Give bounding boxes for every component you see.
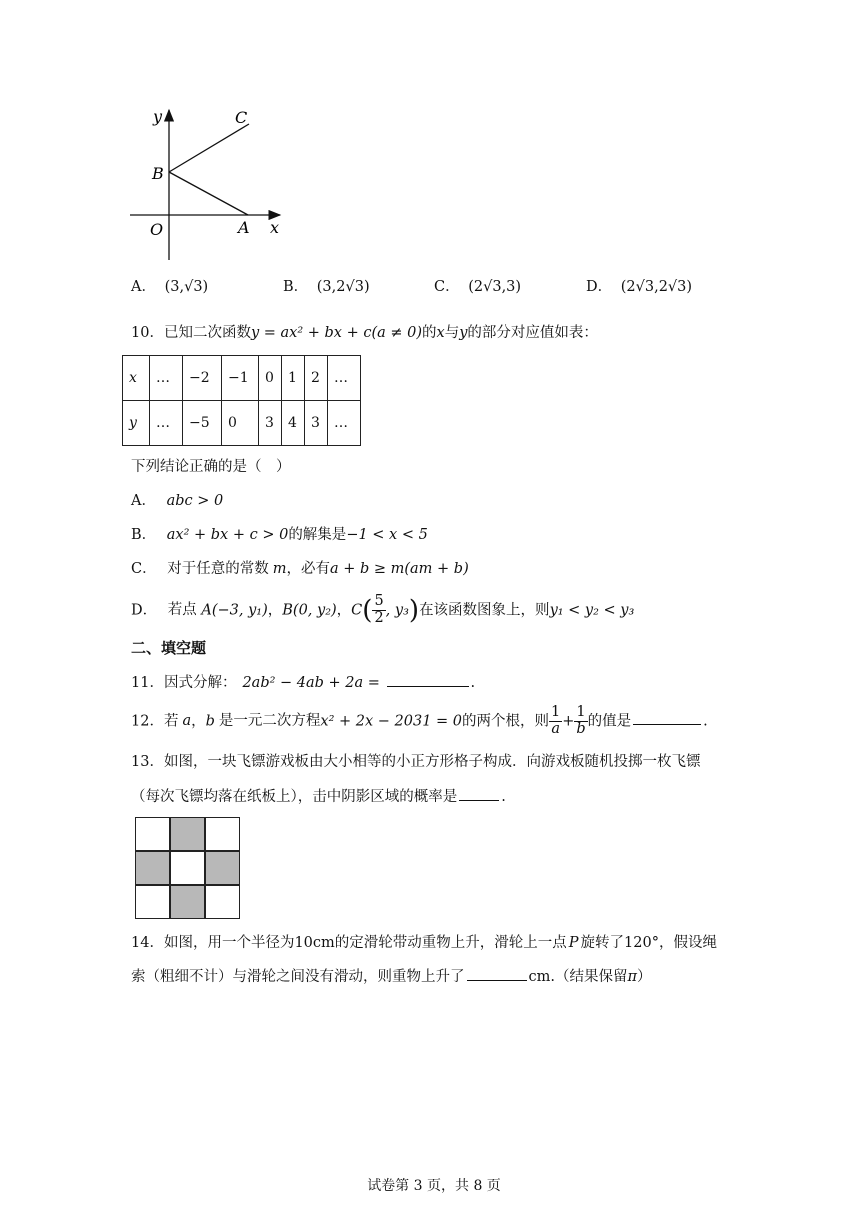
q10-option-d-letter: D．	[131, 602, 158, 619]
q13-line-2	[131, 790, 506, 805]
q14-line-1-mid: 的定滑轮带动重物上升，滑轮上一点	[334, 935, 567, 951]
q13-line-1: 13．如图，一块飞镖游戏板由大小相等的小正方形格子构成．向游戏板随机投掷一枚飞镖	[131, 754, 701, 770]
q12-var-b: b	[205, 713, 215, 730]
point-b-label: B	[152, 164, 164, 183]
q9-option-d-letter: D．	[586, 279, 613, 295]
grid-cell	[205, 817, 240, 851]
q10-option-a[interactable]	[131, 494, 223, 509]
q10-option-b-formula: ax² + bx + c > 0	[166, 527, 289, 543]
q10-suffix-3: 的部分对应值如表：	[467, 325, 598, 341]
fraction-numerator: 1	[551, 704, 561, 720]
q13-end: .	[501, 789, 506, 805]
q14-line-1-pre: 14．如图，用一个半径为	[131, 935, 295, 951]
q14-angle: 120°	[624, 935, 659, 951]
section-title: 二、填空题	[131, 639, 207, 657]
q12-end-text: 的值是	[587, 713, 632, 730]
q14-line-2	[131, 970, 652, 985]
point-a-label: A	[238, 218, 250, 237]
table-cell: …	[328, 401, 361, 446]
table-cell: 4	[282, 401, 305, 446]
q10-prefix: 10．已知二次函数	[131, 325, 251, 341]
grid-cell-shaded	[205, 851, 240, 885]
q14-line-2-pre: 索（粗细不计）与滑轮之间没有滑动，则重物上升了	[131, 969, 465, 985]
q12-var-a: a	[182, 713, 192, 730]
table-cell: 0	[259, 356, 282, 401]
q10-suffix-1: 的	[422, 325, 437, 341]
fraction-denominator: a	[551, 720, 560, 737]
grid-cell	[170, 851, 205, 885]
q10-stem	[131, 326, 598, 341]
q14-line-1	[131, 936, 717, 951]
grid-cell-shaded	[170, 817, 205, 851]
table-cell: x	[123, 356, 150, 401]
q10-option-b[interactable]	[131, 528, 428, 543]
q9-option-b[interactable]	[283, 280, 370, 295]
table-cell: 3	[305, 401, 328, 446]
table-row-x	[123, 356, 361, 401]
table-cell: 2	[305, 356, 328, 401]
q10-option-a-letter: A．	[131, 493, 156, 509]
q12-prefix: 12．若	[131, 713, 179, 730]
q12-formula: x² + 2x − 2031 = 0	[320, 713, 463, 730]
q14-point: P	[568, 935, 579, 951]
segment-ba	[169, 172, 248, 215]
q10-option-d[interactable]: D． 若点 A(−3, y₁)，B(0, y₂)，C( $\frac{5}{2}$ , y₃)在该函数图象上，则y₁ < y₂ < y₃	[131, 593, 635, 626]
q9-option-a[interactable]	[131, 280, 208, 295]
q9-option-c-text: (2√3,3)	[468, 279, 522, 295]
q10-option-c[interactable]	[131, 562, 469, 577]
q10-option-d-point-a: A(−3, y₁)	[201, 602, 268, 619]
q10-option-c-formula: a + b ≥ m(am + b)	[329, 561, 469, 577]
q12-answer-blank[interactable]	[633, 723, 701, 725]
segment-bc	[169, 124, 249, 172]
x-axis-label: x	[270, 218, 280, 237]
table-cell: y	[123, 401, 150, 446]
q9-option-b-letter: B．	[283, 279, 309, 295]
q10-option-b-mid: 的解集是	[288, 527, 347, 543]
q13-line-2-text: （每次飞镖均落在纸板上），击中阴影区域的概率是	[131, 789, 458, 805]
table-cell: …	[328, 356, 361, 401]
q11-answer-blank[interactable]	[387, 685, 469, 687]
table-cell: −1	[222, 356, 259, 401]
q9-option-a-letter: A．	[131, 279, 156, 295]
table-cell: …	[150, 401, 183, 446]
q10-option-b-result: −1 < x < 5	[346, 527, 428, 543]
q9-option-b-text: (3,2√3)	[316, 279, 370, 295]
q14-radius: 10cm	[294, 935, 335, 951]
fraction-numerator: 5	[374, 593, 384, 609]
q14-line-1-mid2: 旋转了	[580, 935, 625, 951]
q10-var-x: x	[436, 325, 445, 341]
q14-answer-blank[interactable]	[467, 979, 527, 981]
fraction-denominator: b	[576, 720, 586, 737]
q9-option-c-letter: C．	[434, 279, 460, 295]
table-cell: 3	[259, 401, 282, 446]
grid-cell-shaded	[135, 851, 170, 885]
q14-line-1-end: ，假设绳	[658, 935, 717, 951]
table-cell: −2	[183, 356, 222, 401]
q12-fraction-1	[549, 705, 562, 738]
table-cell: 0	[222, 401, 259, 446]
q11-prefix: 11．因式分解：	[131, 675, 237, 691]
q13-answer-blank[interactable]	[459, 799, 499, 801]
point-c-label: C	[235, 108, 248, 127]
q9-option-d-text: (2√3,2√3)	[620, 279, 693, 295]
q10-suffix-2: 与	[444, 325, 460, 341]
table-cell: …	[150, 356, 183, 401]
table-cell: 1	[282, 356, 305, 401]
table-row-y	[123, 401, 361, 446]
q14-pi: π	[627, 969, 638, 985]
q12-plus: +	[562, 713, 575, 730]
q10-formula: y = ax² + bx + c(a ≠ 0)	[250, 325, 423, 341]
q9-option-c[interactable]	[434, 280, 521, 295]
q10-option-a-text: abc > 0	[166, 493, 224, 509]
q11	[131, 676, 475, 691]
grid-cell	[205, 885, 240, 919]
q10-option-b-letter: B．	[131, 527, 157, 543]
q10-option-d-fraction	[372, 594, 385, 627]
q12-mid2: 的两个根，则	[462, 713, 550, 730]
q10-option-c-letter: C．	[131, 561, 157, 577]
q10-value-table	[122, 355, 361, 446]
q10-option-d-point-c-pre: C	[351, 602, 363, 619]
coordinate-graph	[125, 100, 290, 265]
q10-option-d-point-c-post: , y₃	[385, 602, 409, 619]
grid-cell-shaded	[170, 885, 205, 919]
q12	[131, 705, 708, 738]
page-footer: 试卷第 3 页，共 8 页	[367, 1178, 501, 1194]
q11-end: .	[470, 675, 476, 691]
grid-cell	[135, 885, 170, 919]
q10-option-c-pre: 对于任意的常数	[167, 561, 269, 577]
q10-option-c-mid: ，必有	[286, 561, 330, 577]
grid-cell	[135, 817, 170, 851]
q10-option-d-mid: 在该函数图象上，则	[419, 602, 550, 619]
q12-sep: ，	[191, 713, 206, 730]
q11-formula: 2ab² − 4ab + 2a =	[242, 675, 380, 691]
q10-option-c-var: m	[272, 561, 287, 577]
dartboard-grid	[135, 817, 243, 922]
y-axis-label: y	[153, 107, 163, 126]
q12-fraction-2	[574, 705, 587, 738]
q9-option-a-text: (3,√3)	[164, 279, 209, 295]
q10-option-d-pre: 若点	[167, 602, 197, 619]
q10-option-d-point-b: B(0, y₂)	[282, 602, 337, 619]
q10-var-y: y	[459, 325, 468, 341]
fraction-denominator: 2	[374, 609, 384, 626]
q10-option-d-result: y₁ < y₂ < y₃	[549, 602, 635, 619]
table-cell: −5	[183, 401, 222, 446]
q14-line-2-unit: cm.（结果保留	[528, 969, 628, 985]
origin-label: O	[150, 220, 164, 239]
q12-end: .	[703, 713, 708, 730]
q10-question: 下列结论正确的是（ ）	[131, 459, 291, 475]
q9-option-d[interactable]	[586, 280, 692, 295]
fraction-numerator: 1	[576, 704, 586, 720]
q12-mid: 是一元二次方程	[218, 713, 321, 730]
q14-line-2-end: ）	[637, 969, 652, 985]
